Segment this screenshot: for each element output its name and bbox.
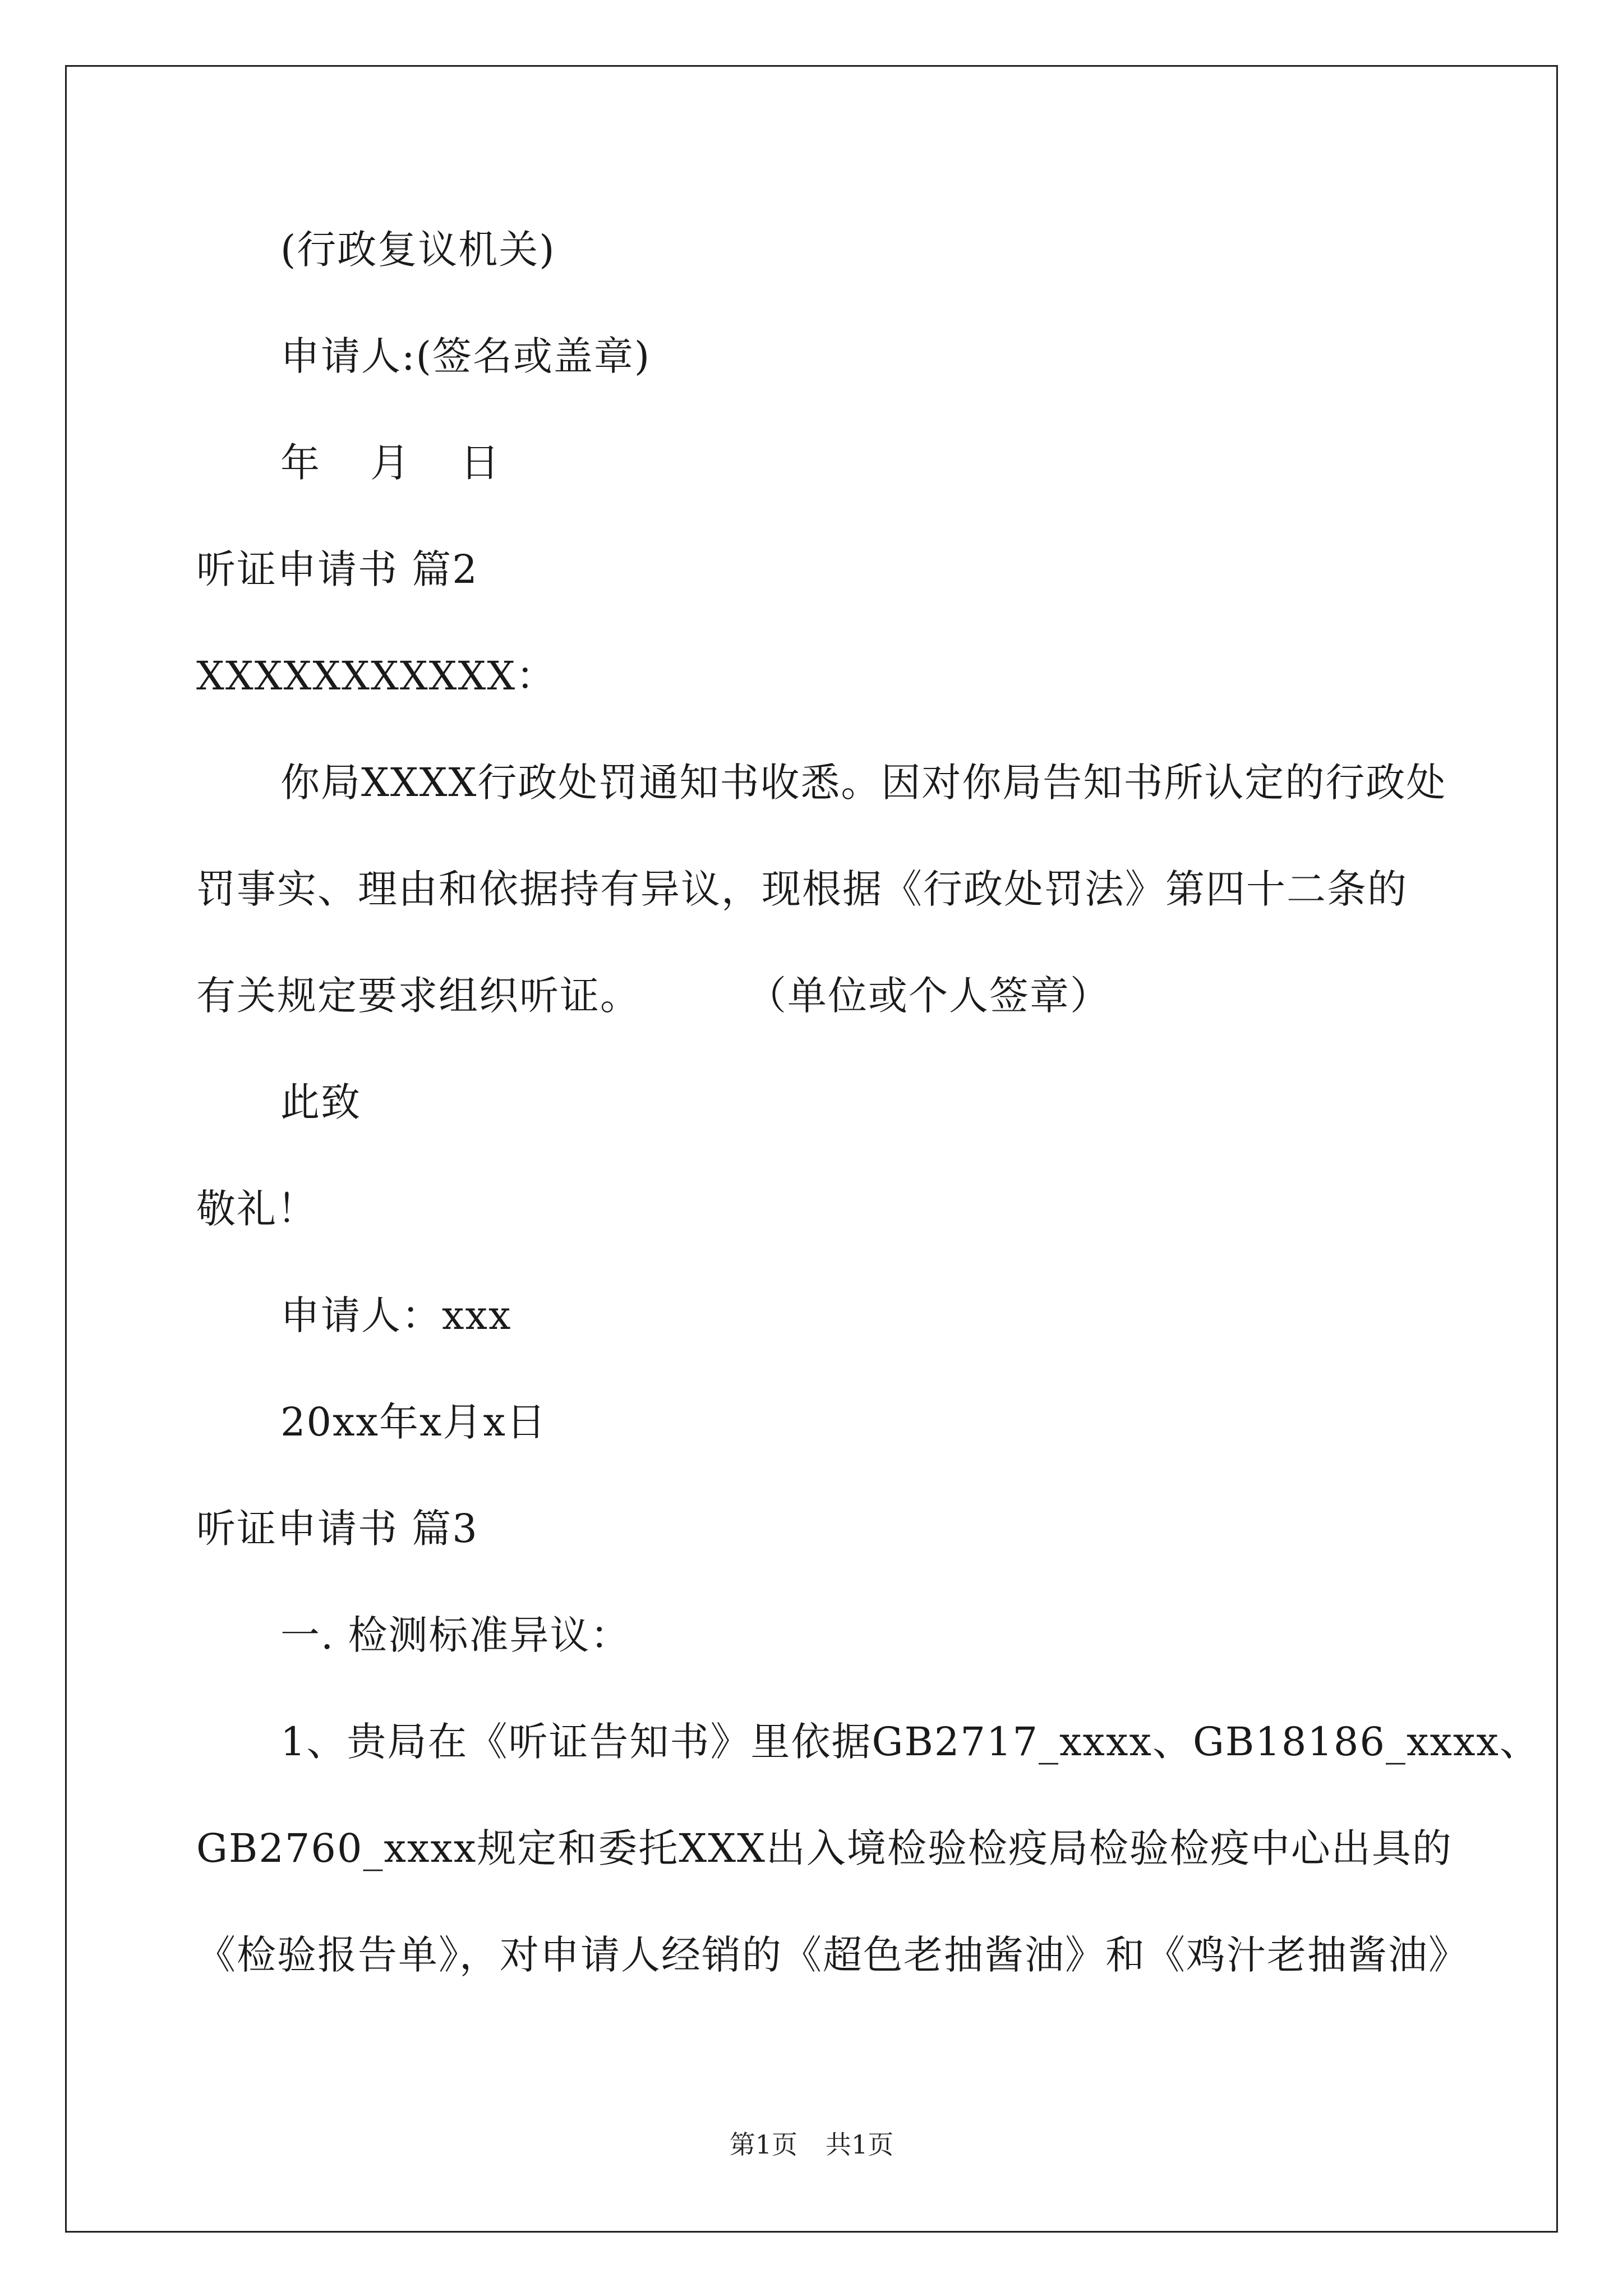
signing-date-line: 20xx年x月x日 (280, 1399, 547, 1445)
body-paragraph-line: 你局XXXX行政处罚通知书收悉。因对你局告知书所认定的行政处 (280, 760, 1447, 806)
closing-salutation: 此致 (280, 1079, 361, 1125)
addressee-authority-line: (行政复议机关) (280, 227, 556, 273)
body-paragraph-line: 1、贵局在《听证告知书》里依据GB2717_xxxx、GB18186_xxxx、 (280, 1719, 1540, 1765)
body-paragraph-line: 《检验报告单》，对申请人经销的《超色老抽酱油》和《鸡汁老抽酱油》 (196, 1932, 1469, 1978)
page-footer (0, 2129, 1623, 2160)
applicant-name-line: 申请人：xxx (280, 1292, 512, 1338)
body-paragraph-text: 有关规定要求组织听证。 (196, 973, 640, 1019)
page-total: 共1页 (826, 2129, 894, 2160)
page-border (65, 65, 1558, 2233)
recipient-line: XXXXXXXXXXX： (196, 653, 557, 699)
subsection-heading: 一. 检测标准异议： (280, 1612, 631, 1658)
page-number: 第1页 (729, 2129, 797, 2160)
section-heading-2: 听证申请书 篇2 (196, 546, 478, 592)
seal-note: （单位或个人签章） (747, 973, 1110, 1019)
applicant-signature-line: 申请人:(签名或盖章) (280, 333, 651, 379)
date-placeholder-line: 年 月 日 (280, 440, 519, 486)
body-paragraph-line: 罚事实、理由和依据持有异议，现根据《行政处罚法》第四十二条的 (196, 866, 1408, 912)
closing-regards: 敬礼！ (196, 1186, 317, 1232)
section-heading-3: 听证申请书 篇3 (196, 1506, 478, 1552)
body-paragraph-line (196, 973, 1110, 1019)
body-paragraph-line: GB2760_xxxx规定和委托XXX出入境检验检疫局检验检疫中心出具的 (196, 1825, 1453, 1871)
